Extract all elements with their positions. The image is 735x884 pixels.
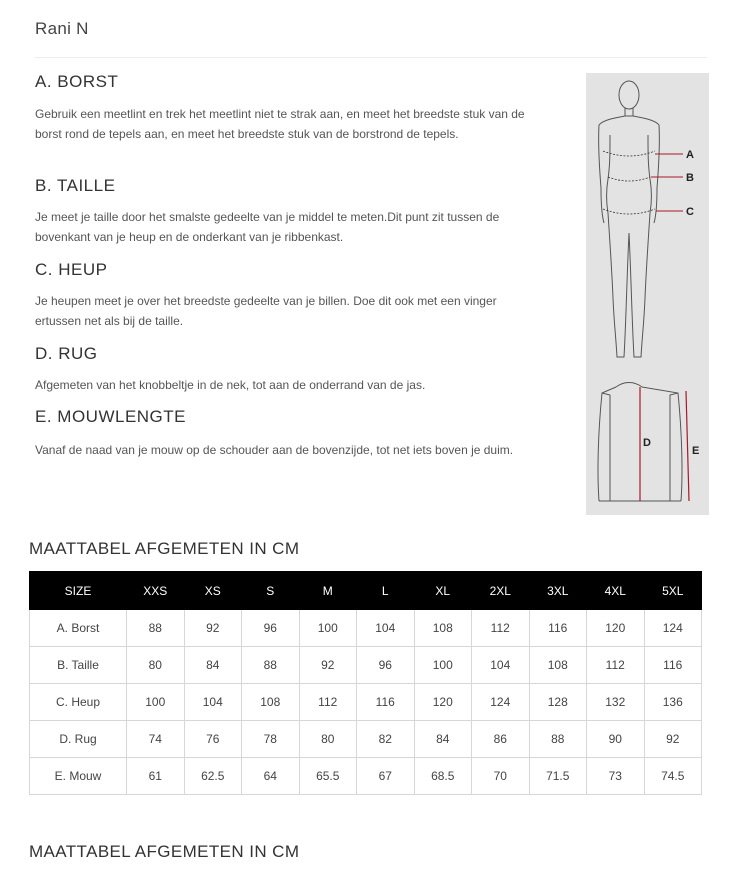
table-cell: 116: [357, 684, 415, 721]
table-row: [30, 758, 702, 795]
header-5xl: 5XL: [644, 572, 702, 610]
section-title-taille: B. TAILLE: [35, 176, 116, 195]
row-label: A. Borst: [30, 610, 127, 647]
table-cell: 100: [127, 684, 185, 721]
section-text-heup: Je heupen meet je over het breedste gedeelte van je billen. Doe dit ook met een vinger ertussen net als bij de taille.: [35, 294, 497, 328]
section-text-rug: Afgemeten van het knobbeltje in de nek, tot aan de onderrand van de jas.: [35, 378, 426, 392]
table-cell: 112: [587, 647, 645, 684]
table-cell: 108: [529, 647, 587, 684]
table-cell: 108: [414, 610, 472, 647]
header-size: SIZE: [30, 572, 127, 610]
header-l: L: [357, 572, 415, 610]
table-row: [30, 610, 702, 647]
section-text-borst: Gebruik een meetlint en trek het meetlint niet te strak aan, en meet het breedste stuk van de borst rond de tepels aan, en meet het breedste stuk van de borstrond de tepels.: [35, 107, 525, 141]
table-row: [30, 721, 702, 758]
label-a: A: [686, 149, 694, 161]
table-cell: 100: [299, 610, 357, 647]
header-xs: XS: [184, 572, 242, 610]
table-row: [30, 647, 702, 684]
table-cell: 108: [242, 684, 300, 721]
table-cell: 96: [357, 647, 415, 684]
table-cell: 70: [472, 758, 530, 795]
measurement-illustration: [586, 73, 709, 515]
table-cell: 76: [184, 721, 242, 758]
table-cell: 73: [587, 758, 645, 795]
row-label: E. Mouw: [30, 758, 127, 795]
table-cell: 71.5: [529, 758, 587, 795]
divider: [35, 57, 707, 58]
size-table-header-row: [30, 572, 702, 610]
row-label: B. Taille: [30, 647, 127, 684]
hip-marker: [603, 209, 683, 214]
table-cell: 120: [587, 610, 645, 647]
header-3xl: 3XL: [529, 572, 587, 610]
header-m: M: [299, 572, 357, 610]
table-cell: 104: [184, 684, 242, 721]
table-cell: 112: [299, 684, 357, 721]
table-cell: 92: [184, 610, 242, 647]
section-text-taille: Je meet je taille door het smalste gedeelte van je middel te meten.Dit punt zit tussen de bovenkant van je heup en de onderkant van je ribbenkast.: [35, 210, 500, 244]
label-e: E: [692, 445, 700, 457]
table-cell: 74.5: [644, 758, 702, 795]
table-cell: 116: [644, 647, 702, 684]
table-cell: 96: [242, 610, 300, 647]
table-cell: 104: [357, 610, 415, 647]
table-cell: 68.5: [414, 758, 472, 795]
table-cell: 80: [299, 721, 357, 758]
sleeve-length-marker: [686, 391, 689, 501]
size-table-title: MAATTABEL AFGEMETEN IN CM: [29, 539, 300, 558]
header-2xl: 2XL: [472, 572, 530, 610]
label-b: B: [686, 172, 694, 184]
table-cell: 88: [127, 610, 185, 647]
second-table-title: MAATTABEL AFGEMETEN IN CM: [29, 842, 300, 861]
section-title-rug: D. RUG: [35, 344, 98, 363]
table-cell: 124: [472, 684, 530, 721]
header-xxs: XXS: [127, 572, 185, 610]
table-cell: 88: [529, 721, 587, 758]
table-cell: 84: [184, 647, 242, 684]
row-label: C. Heup: [30, 684, 127, 721]
table-row: [30, 684, 702, 721]
table-cell: 64: [242, 758, 300, 795]
table-cell: 61: [127, 758, 185, 795]
table-cell: 82: [357, 721, 415, 758]
table-cell: 80: [127, 647, 185, 684]
table-cell: 120: [414, 684, 472, 721]
chest-marker: [603, 151, 683, 156]
section-title-borst: A. BORST: [35, 72, 119, 91]
section-title-heup: C. HEUP: [35, 260, 108, 279]
row-label: D. Rug: [30, 721, 127, 758]
table-cell: 112: [472, 610, 530, 647]
table-cell: 74: [127, 721, 185, 758]
brand-name: Rani N: [35, 19, 89, 38]
table-cell: 132: [587, 684, 645, 721]
table-cell: 84: [414, 721, 472, 758]
section-text-mouwlengte: Vanaf de naad van je mouw op de schouder aan de bovenzijde, tot net iets boven je duim.: [35, 443, 514, 457]
header-xl: XL: [414, 572, 472, 610]
table-cell: 90: [587, 721, 645, 758]
table-cell: 78: [242, 721, 300, 758]
table-cell: 124: [644, 610, 702, 647]
header-4xl: 4XL: [587, 572, 645, 610]
table-cell: 67: [357, 758, 415, 795]
table-cell: 65.5: [299, 758, 357, 795]
table-cell: 92: [644, 721, 702, 758]
table-cell: 88: [242, 647, 300, 684]
table-cell: 116: [529, 610, 587, 647]
size-table: [29, 571, 702, 795]
header-s: S: [242, 572, 300, 610]
body-silhouette: [599, 81, 660, 357]
label-d: D: [643, 437, 651, 449]
label-c: C: [686, 206, 694, 218]
section-title-mouwlengte: E. MOUWLENGTE: [35, 407, 187, 426]
table-cell: 92: [299, 647, 357, 684]
table-cell: 136: [644, 684, 702, 721]
table-cell: 62.5: [184, 758, 242, 795]
table-cell: 86: [472, 721, 530, 758]
table-cell: 100: [414, 647, 472, 684]
table-cell: 104: [472, 647, 530, 684]
table-cell: 128: [529, 684, 587, 721]
waist-marker: [608, 177, 683, 181]
